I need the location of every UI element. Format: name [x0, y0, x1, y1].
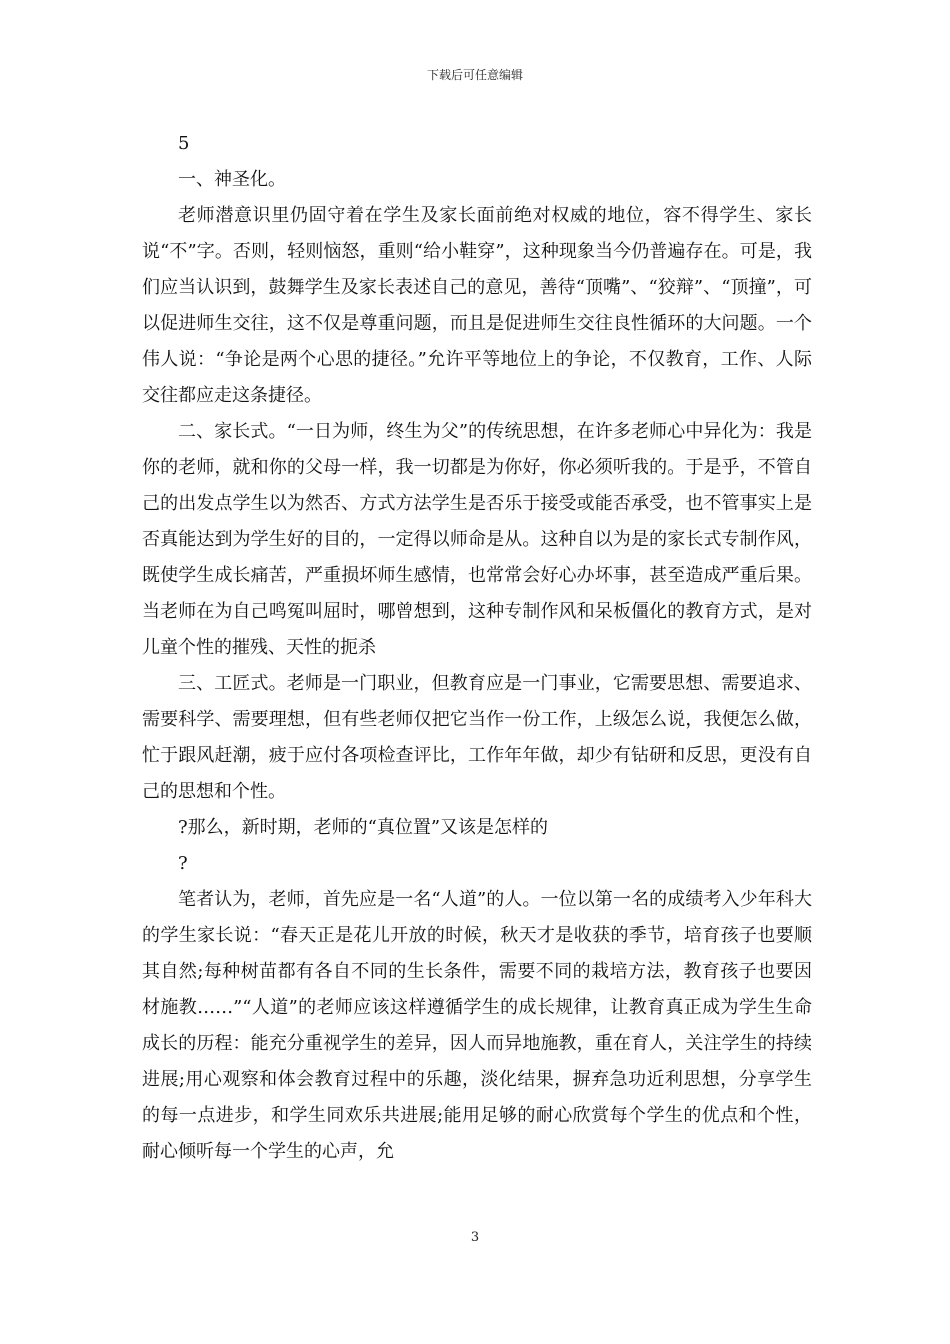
page-number: 3 — [470, 1230, 480, 1245]
paragraph-question-mark: ? — [178, 853, 188, 874]
paragraph-heading-3: 三、工匠式。老师是一门职业，但教育应是一门事业，它需要思想、需要追求、需要科学、需要理想，但有些老师仅把它当作一份工作，上级怎么说，我便怎么做，忙于跟风赶潮，疲于应付各项检查评比，工作年年做，却少有钻研和反思，更没有自己的思想和个性。 — [142, 673, 812, 802]
paragraph-body-2: 笔者认为，老师，首先应是一名“人道”的人。一位以第一名的成绩考入少年科大的学生家长说：“春天正是花儿开放的时候，秋天才是收获的季节，培育孩子也要顺其自然;每种树苗都有各自不同的生长条件，需要不同的栽培方法，教育孩子也要因材施教……”“人道”的老师应该这样遵循学生的成长规律，让教育真正成为学生生命成长的历程：能充分重视学生的差异，因人而异地施教，重在育人，关注学生的持续进展;用心观察和体会教育过程中的乐趣，淡化结果，摒弃急功近利思想，分享学生的每一点进步，和学生同欢乐共进展;能用足够的耐心欣赏每个学生的优点和个性，耐心倾听每一个学生的心声，允 — [142, 889, 812, 1162]
paragraph-question: ?那么，新时期，老师的“真位置”又该是怎样的 — [178, 817, 549, 838]
paragraph-heading-2: 二、家长式。“一日为师，终生为父”的传统思想，在许多老师心中异化为：我是你的老师，就和你的父母一样，我一切都是为你好，你必须听我的。于是乎，不管自己的出发点学生以为然否、方式方法学生是否乐于接受或能否承受，也不管事实上是否真能达到为学生好的目的，一定得以师命是从。这种自以为是的家长式专制作风，既使学生成长痛苦，严重损坏师生感情，也常常会好心办坏事，甚至造成严重后果。当老师在为自己鸣冤叫屈时，哪曾想到，这种专制作风和呆板僵化的教育方式，是对儿童个性的摧残、天性的扼杀 — [142, 421, 812, 658]
paragraph-body-1: 老师潜意识里仍固守着在学生及家长面前绝对权威的地位，容不得学生、家长说“不”字。否则，轻则恼怒，重则“给小鞋穿”，这种现象当今仍普遍存在。可是，我们应当认识到，鼓舞学生及家长表述自己的意见，善待“顶嘴”、“狡辩”、“顶撞”，可以促进师生交往，这不仅是尊重问题，而且是促进师生交往良性循环的大问题。一个伟人说：“争论是两个心思的捷径。”允许平等地位上的争论，不仅教育，工作、人际交往都应走这条捷径。 — [142, 205, 812, 406]
document-body — [142, 126, 812, 1170]
page-header: 下载后可任意编辑 — [426, 68, 523, 82]
paragraph-heading-1: 一、神圣化。 — [178, 169, 286, 190]
paragraph-section-number: 5 — [178, 133, 190, 154]
